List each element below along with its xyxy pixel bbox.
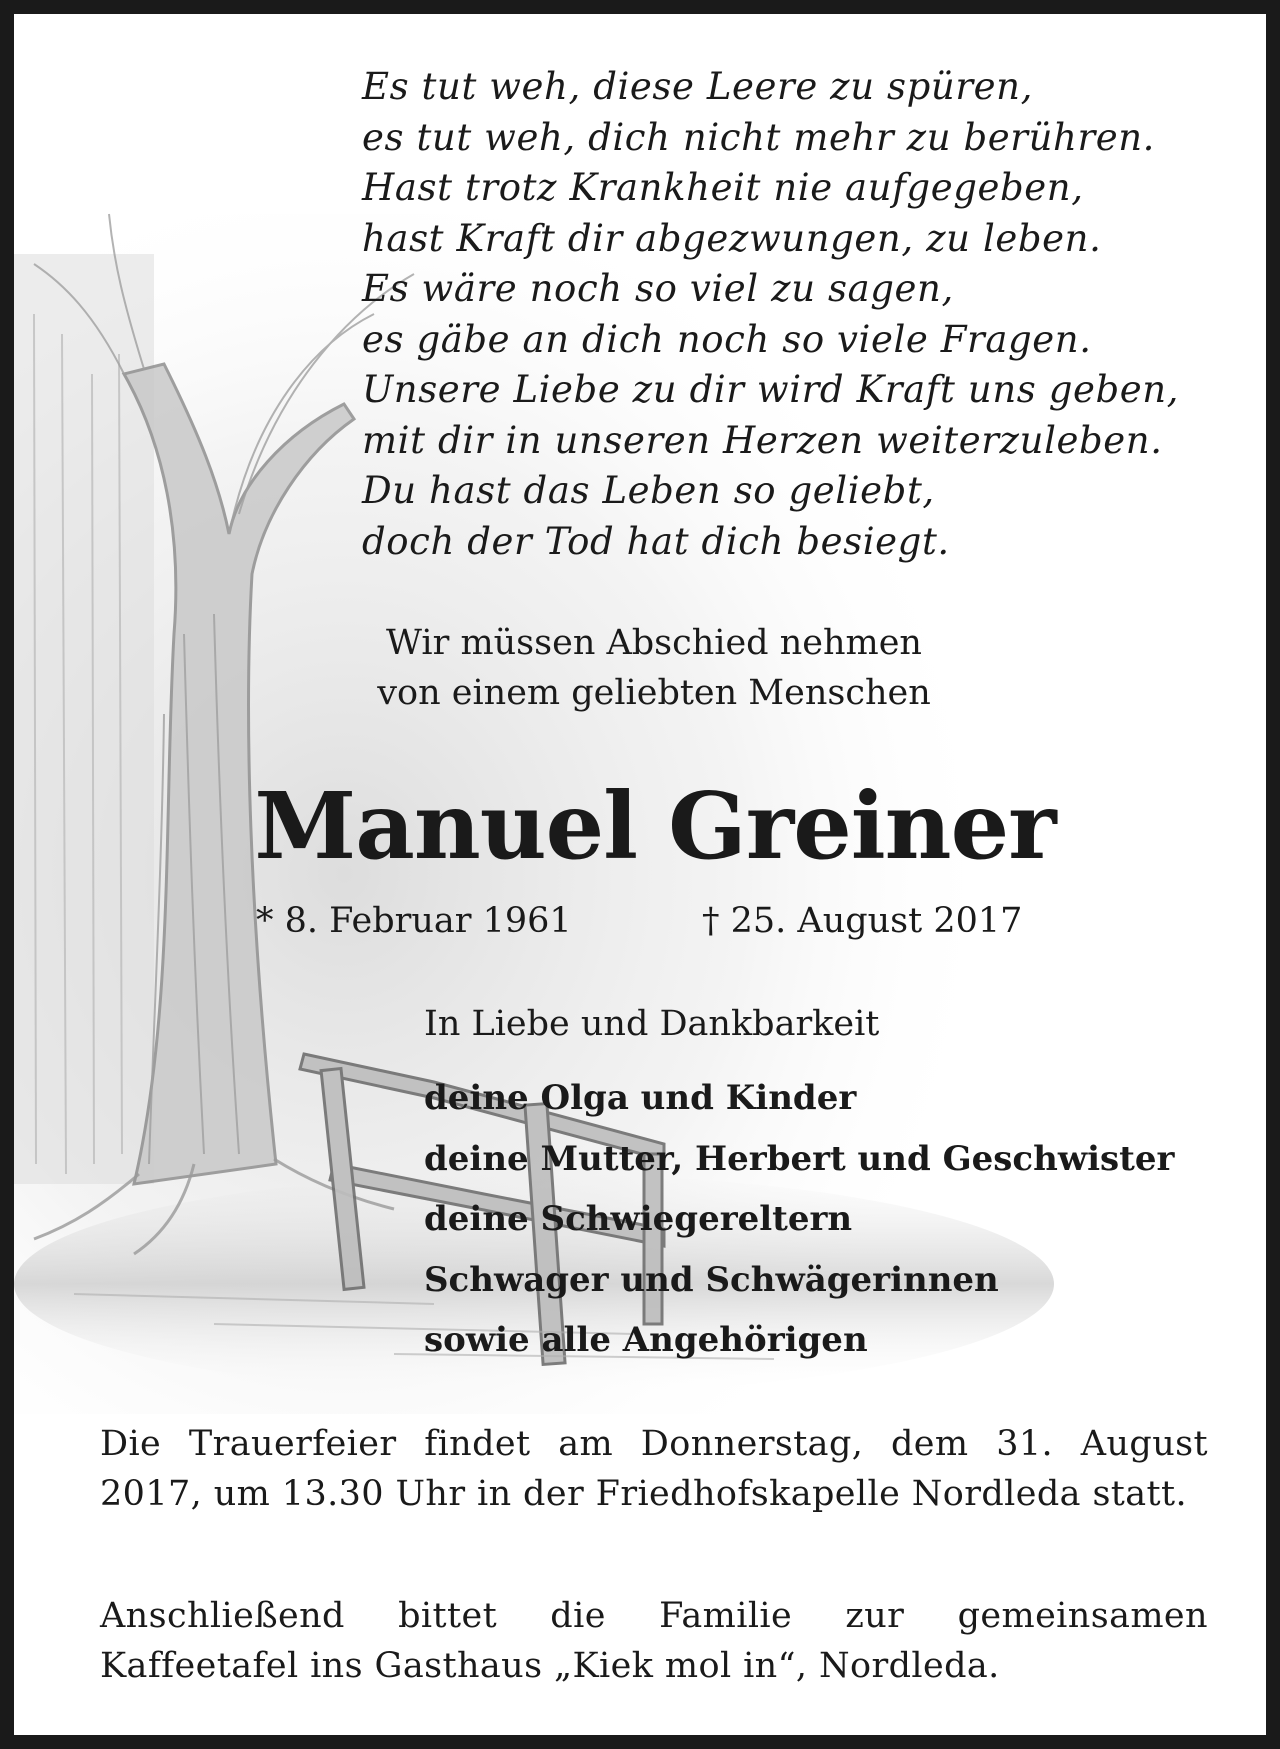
intro-line: von einem geliebten Menschen — [377, 673, 931, 713]
list-item: deine Schwiegereltern — [424, 1199, 853, 1239]
poem-line: Es wäre noch so viel zu sagen, — [362, 267, 954, 310]
reception-text: Anschließend bittet die Familie zur gemeinsamen Kaffeetafel ins Gasthaus „Kiek mol in“, Nordleda. — [100, 1596, 1208, 1686]
poem-line: mit dir in unseren Herzen weiterzuleben. — [362, 418, 1163, 462]
poem-line: Es tut weh, diese Leere zu spüren, — [362, 65, 1033, 108]
death-date: † 25. August 2017 — [702, 901, 1023, 941]
poem-line: es tut weh, dich nicht mehr zu berühren. — [362, 115, 1156, 159]
poem-line: Hast trotz Krankheit nie aufgegeben, — [362, 166, 1084, 209]
thanks-line: In Liebe und Dankbarkeit — [424, 1004, 880, 1044]
funeral-service-text: Die Trauerfeier findet am Donnerstag, dem 31. August 2017, um 13.30 Uhr in der Friedhofskapelle Nordleda statt. — [100, 1424, 1208, 1514]
intro-line: Wir müssen Abschied nehmen — [386, 623, 922, 663]
list-item: sowie alle Angehörigen — [424, 1320, 868, 1360]
poem-line: es gäbe an dich noch so viele Fragen. — [362, 317, 1092, 361]
list-item: deine Mutter, Herbert und Geschwister — [424, 1138, 1175, 1179]
mourners-list — [424, 1068, 1174, 1371]
deceased-name: Manuel Greiner — [254, 772, 1056, 880]
birth-date: * 8. Februar 1961 — [256, 901, 572, 941]
poem-line: Du hast das Leben so geliebt, — [362, 469, 935, 512]
list-item: Schwager und Schwägerinnen — [424, 1259, 999, 1300]
farewell-intro — [284, 618, 1024, 718]
list-item: deine Olga und Kinder — [424, 1078, 857, 1118]
poem-line: hast Kraft dir abgezwungen, zu leben. — [362, 216, 1102, 260]
poem-line: Unsere Liebe zu dir wird Kraft uns geben, — [362, 368, 1180, 411]
poem — [362, 62, 1242, 567]
poem-line: doch der Tod hat dich besiegt. — [362, 519, 950, 563]
